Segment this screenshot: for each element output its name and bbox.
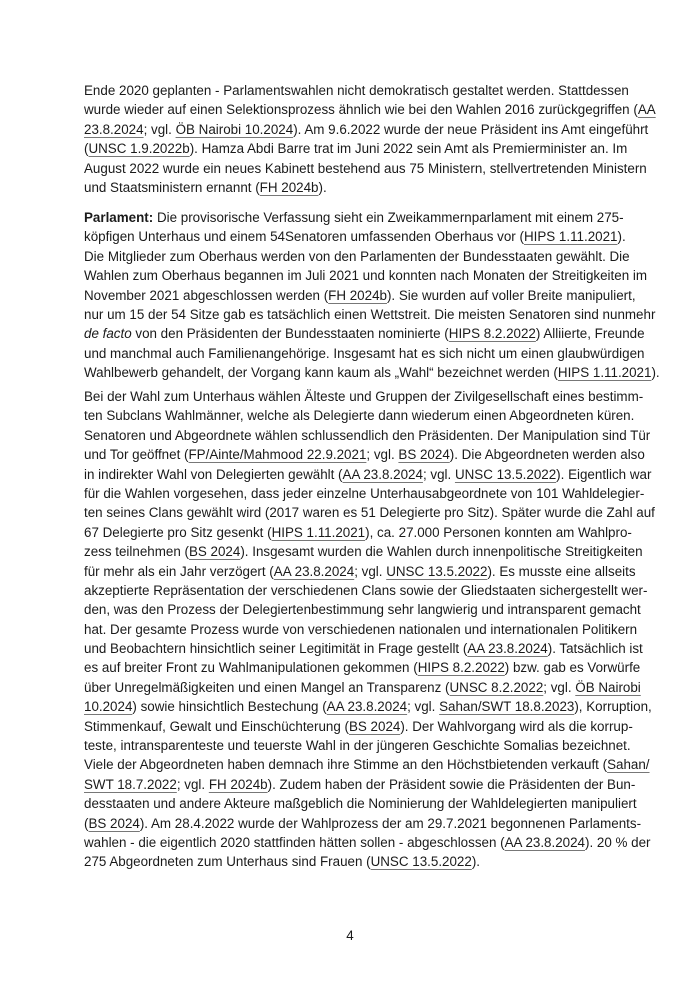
text-line [84,247,630,266]
source-citation-link[interactable]: SWT 18.7.2022 [84,776,177,792]
source-citation-link[interactable]: ÖB Nairobi 10.2024 [175,121,294,137]
source-citation-link[interactable]: FH 2024b [208,776,268,792]
text-line [84,484,645,503]
text-line [84,387,644,406]
source-citation-link[interactable]: UNSC 13.5.2022 [454,466,557,482]
body-text: wahlen - die eigentlich 2020 stattfinden hätten sollen - abgeschlossen ( [84,834,505,850]
source-citation-link[interactable]: BS 2024 [348,718,401,734]
text-line [84,562,636,581]
body-text: und Beobachtern hinsichtlich seiner Legitimität in Frage gestellt ( [84,641,468,657]
body-text: ( [84,141,89,157]
body-text: ; vgl. [543,679,576,695]
body-text: ; vgl. [143,121,176,137]
body-text: Bei der Wahl zum Unterhaus wählen Älteste und Gruppen der Zivilgesellschaft eines bestimm- [84,389,644,404]
text-line [84,814,642,833]
text-line [84,305,656,324]
body-text: desstaaten und andere Akteure maßgeblich die Nominierung der Wahldelegierten manipuliert [84,796,637,812]
body-text: ), ca. 27.000 Personen konnten am Wahlpro- [365,524,632,540]
section-label: Parlament: [84,210,154,225]
paragraph-government [84,81,656,197]
text-line [84,286,636,305]
body-text: ). Am 28.4.2022 wurde der Wahlprozess der am 29.7.2021 begonnenen Parlaments- [139,815,642,831]
body-text: und Staatsministern ernannt ( [84,179,260,195]
body-text: ; vgl. [422,466,455,482]
text-line [84,344,645,363]
body-text: ). Hamza Abdi Barre trat im Juni 2022 sein Amt als Premierminister an. Im [189,141,628,157]
text-line [84,833,651,852]
text-line [84,620,638,639]
source-citation-link[interactable]: FP/Ainte/Mahmood 22.9.2021 [188,447,367,463]
body-text: ). Insgesamt wurden die Wahlen durch innenpolitische Streitigkeiten [240,544,643,560]
body-text: Wahlen zum Oberhaus begannen im Juli 2021 und konnten nach Monaten der Streitigkeiten im [84,268,647,284]
body-text: 275 Abgeordneten zum Unterhaus sind Frauen ( [84,854,371,870]
body-text: köpfigen Unterhaus und einem 54Senatoren umfassenden Oberhaus vor ( [84,229,524,245]
source-citation-link[interactable]: HIPS 8.2.2022 [417,660,505,676]
body-text: ). Sie wurden auf voller Breite manipuliert, [386,287,636,303]
text-line [84,227,626,246]
text-line [84,755,650,774]
text-line [84,639,643,658]
text-line [84,139,628,158]
page-number: 4 [346,928,354,943]
italic-text: de facto [84,326,132,342]
paragraph-lower-house-election [84,387,655,872]
source-citation-link[interactable]: HIPS 1.11.2021 [271,524,366,540]
source-citation-link[interactable]: AA 23.8.2024 [467,641,548,657]
source-citation-link[interactable]: Sahan/ [607,757,650,773]
body-text: und manchmal auch Familienangehörige. Insgesamt hat es sich nicht um einen glaubwürdigen [84,345,645,361]
body-text: hat. Der gesamte Prozess wurde von verschiedenen nationalen und internationalen Politikern [84,621,638,637]
text-line [84,678,641,697]
source-citation-link[interactable]: AA [637,102,656,118]
source-citation-link[interactable]: Sahan/SWT 18.8.2023 [439,699,575,715]
source-citation-link[interactable]: HIPS 1.11.2021 [557,365,652,381]
body-text: ; vgl. [176,776,209,792]
body-text: ) Alliierte, Freunde [535,326,645,342]
text-line [84,658,641,677]
text-line [84,775,636,794]
source-citation-link[interactable]: UNSC 13.5.2022 [386,563,488,579]
body-text: ), Korruption, [574,699,652,715]
body-text: ten Subclans Wahlmänner, welche als Delegierte dann wiederum einen Abgeordneten küren. [84,408,635,424]
body-text: August 2022 wurde ein neues Kabinett bestehend aus 75 Ministern, stellvertretenden Ministern [84,160,647,176]
body-text: ). [617,229,626,245]
body-text: und Tor geöffnet ( [84,447,189,463]
paragraph-parliament [84,208,660,383]
body-text: Wahlbewerb gehandelt, der Vorgang kann kaum als „Wahl“ bezeichnet werden ( [84,365,558,381]
text-line [84,717,633,736]
text-line [84,406,635,425]
body-text: nur um 15 der 54 Sitze gab es tatsächlich einen Wettstreit. Die meisten Senatoren sind nunmehr [84,306,656,322]
text-line [84,794,637,813]
source-citation-link[interactable]: 10.2024 [84,699,133,715]
text-line [84,426,651,445]
body-text: teste, intransparenteste und teuerste Wahl in der jüngeren Geschichte Somalias bezeichnet. [84,738,631,754]
source-citation-link[interactable]: BS 2024 [398,447,450,463]
text-line [84,120,649,139]
body-text: Die provisorische Verfassung sieht ein Zweikammernparlament mit einem 275- [153,210,624,225]
body-text: ). Tatsächlich ist [547,641,643,657]
body-text: Ende 2020 geplanten - Parlamentswahlen nicht demokratisch gestaltet werden. Stattdessen [84,83,629,98]
body-text: ). Eigentlich war [556,466,652,482]
text-line [84,736,631,755]
body-text: ). Am 9.6.2022 wurde der neue Präsident ins Amt eingeführt [293,121,649,137]
body-text: 67 Delegierte pro Sitz gesenkt ( [84,524,272,540]
body-text: von den Präsidenten der Bundesstaaten nominierte ( [131,326,449,342]
text-line [84,324,645,343]
text-line [84,100,656,119]
source-citation-link[interactable]: 23.8.2024 [84,121,144,137]
text-line [84,178,618,197]
source-citation-link[interactable]: UNSC 13.5.2022 [370,854,472,870]
text-line [84,465,652,484]
body-text: Viele der Abgeordneten haben demnach ihre Stimme an den Höchstbietenden verkauft ( [84,757,608,773]
text-line [84,852,618,871]
source-citation-link[interactable]: HIPS 1.11.2021 [523,229,618,245]
body-text: ; vgl. [354,563,387,579]
source-citation-link[interactable]: AA 23.8.2024 [342,466,423,482]
text-line [84,81,629,100]
text-line [84,445,645,464]
source-citation-link[interactable]: UNSC 1.9.2022b [88,141,190,157]
body-text: ten seines Clans gewählt wird (2017 waren es 51 Delegierte pro Sitz). Später wurde die Zahl auf [84,505,655,521]
source-citation-link[interactable]: HIPS 8.2.2022 [448,326,536,342]
body-text: ). 20 % der [585,834,651,850]
body-text: für die Wahlen vorgesehen, dass jeder einzelne Unterhausabgeordnete von 101 Wahldelegier- [84,485,645,501]
source-citation-link[interactable]: UNSC 8.2.2022 [449,679,544,695]
source-citation-link[interactable]: FH 2024b [259,179,319,195]
source-citation-link[interactable]: ÖB Nairobi [575,679,641,695]
body-text: ). Der Wahlvorgang wird als die korrup- [400,718,633,734]
body-text: ). [651,365,660,381]
text-line [84,600,641,619]
body-text: November 2021 abgeschlossen werden ( [84,287,329,303]
body-text: ; vgl. [407,699,440,715]
body-text: wurde wieder auf einen Selektionsprozess ähnlich wie bei den Wahlen 2016 zurückgegriffen ( [84,102,638,118]
body-text: es auf breiter Front zu Wahlmanipulationen gekommen ( [84,660,418,676]
body-text: Stimmenkauf, Gewalt und Einschüchterung ( [84,718,349,734]
body-text: ( [84,815,89,831]
body-text: den, was den Prozess der Delegiertenbestimmung sehr langwierig und intransparent gemacht [84,602,641,618]
text-line [84,266,647,285]
body-text: Senatoren und Abgeordnete wählen schlussendlich den Präsidenten. Der Manipulation sind Tür [84,427,651,443]
source-citation-link[interactable]: AA 23.8.2024 [504,834,586,850]
body-text: ). [471,854,481,870]
text-line [84,581,648,600]
body-text: ). Es musste eine allseits [487,563,636,579]
text-line [84,363,660,382]
body-text: ). [318,179,327,195]
body-text: ) sowie hinsichtlich Bestechung ( [132,699,327,715]
body-text: für mehr als ein Jahr verzögert ( [84,563,274,579]
source-citation-link[interactable]: FH 2024b [328,287,387,303]
body-text: zess teilnehmen ( [84,544,189,560]
body-text: ) bzw. gab es Vorwürfe [504,660,641,676]
body-text: Die Mitglieder zum Oberhaus werden von den Parlamenten der Bundesstaaten gewählt. Die [84,248,630,264]
source-citation-link[interactable]: BS 2024 [188,544,241,560]
body-text: über Unregelmäßigkeiten und einen Mangel an Transparenz ( [84,679,450,695]
body-text: ). Zudem haben der Präsident sowie die Präsidenten der Bun- [267,776,636,792]
text-line [84,523,632,542]
text-line [84,542,643,561]
text-line [84,208,624,227]
source-citation-link[interactable]: BS 2024 [88,815,140,831]
body-text: akzeptierte Repräsentation der verschiedenen Clans sowie der Gliedstaaten sichergestellt wer- [84,582,648,598]
text-line [84,697,652,716]
text-line [84,159,647,178]
text-line [84,503,655,522]
source-citation-link[interactable]: AA 23.8.2024 [273,563,355,579]
body-text: ; vgl. [366,447,399,463]
source-citation-link[interactable]: AA 23.8.2024 [326,699,408,715]
body-text: in indirekter Wahl von Delegierten gewählt ( [84,466,343,482]
body-text: ). Die Abgeordneten werden also [449,447,645,463]
